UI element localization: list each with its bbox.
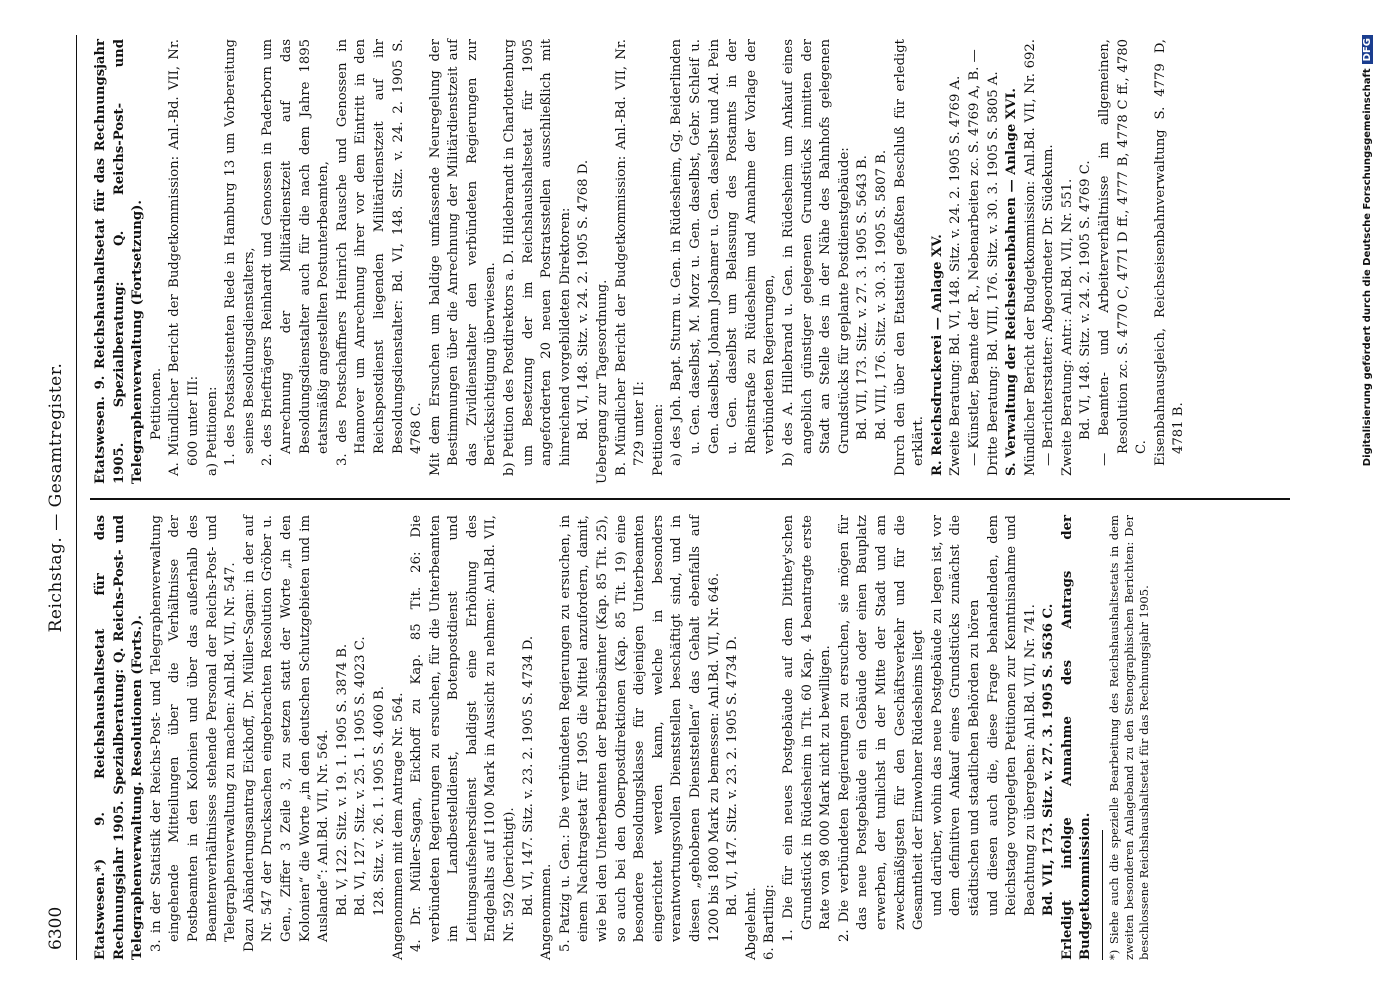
page-header bbox=[40, 35, 77, 960]
digitization-credit bbox=[1362, 35, 1378, 960]
outcome: Angenommen mit dem Antrage Nr. 564. bbox=[390, 692, 406, 960]
topic-reference: — Künstler, Beamte der R., Nebenarbeiten zc. S. 4769 A, B. — bbox=[966, 49, 982, 466]
petition-item: 1. des Postassistenten Riede in Hamburg 13 um Vorbereitung seines Besoldungsdienstalters, bbox=[223, 39, 257, 466]
report-item: A. Mündlicher Bericht der Budgetkommission: Anl.-Bd. VII, Nr. 600 unter III: bbox=[167, 39, 201, 476]
report-item: B. Mündlicher Bericht der Budgetkommission: Anl.-Bd. VII, Nr. 729 unter II: bbox=[613, 39, 648, 476]
footnote-rule bbox=[1102, 830, 1103, 960]
left-section-heading: Etatswesen.*) 9. Reichshaushaltsetat für das Rechnungsjahr 1905. Spezialberatung: Q. Reichs-Post- und Telegraphenverwaltung. Resolutionen (Forts.). bbox=[93, 515, 146, 960]
outcome: Erledigt infolge Annahme des Antrags der Budgetkommission. bbox=[1059, 515, 1094, 960]
running-title: Reichstag. — Gesamtregister. bbox=[46, 362, 66, 633]
resolution-item: 5. Patzig u. Gen.: Die verbündeten Regierungen zu ersuchen, in einem Nachtragsetat für 1905 die Mittel anzufordern, damit, wie bei den Unterbeamten der Betriebsämter (Kap. 85 Tit. 25), so auch bei den Oberpostdirektionen (Kap. 85 Tit. 19) eine besondere Besoldungsklasse für diejenigen Unterbeamten eingerichtet werden kann, welche in besonders verantwortungsvollen Dienststellen beschäftigt sind, und in diesen „gehobenen Dienststellen“ das Gehalt ebenfalls auf 1200 bis 1800 Mark zu bemessen: Anl.Bd. VII, Nr. 646. bbox=[557, 515, 722, 952]
sub-item: a) Petitionen: bbox=[204, 386, 220, 476]
report-item: Mündlicher Bericht der Budgetkommission: Anl.Bd. VII, Nr. 692. — Berichterstatter: Abgeordneter Dr. Südekum. bbox=[1022, 39, 1057, 476]
outcome: Durch den über den Etatstitel gefaßten Beschluß für erledigt erklärt. bbox=[892, 39, 927, 476]
citation: Bd. VI, 147. Sitz. v. 23. 2. 1905 S. 4734 D. bbox=[725, 635, 741, 916]
resolution-item: 3. in der Statistik der Reichs-Post- und Telegraphenverwaltung eingehende Mitteilungen über die Verhältnisse der Postbeamten in den Kolonien und über das außerhalb des Beamtenverhältnisses stehende Personal der Reichs-Post- und Telegraphenverwaltung zu machen: Anl.Bd. VII, Nr. 547. bbox=[148, 515, 239, 952]
subheading: Petitionen: bbox=[650, 403, 666, 476]
citation: Bd. VI, 147. Sitz. v. 23. 2. 1905 S. 4734 D. bbox=[520, 635, 536, 916]
resolution-item: 4. Dr. Müller-Sagan, Eickhoff zu Kap. 85 Tit. 26: Die verbündeten Regierungen zu ersuchen, für die Unterbeamten im Landbestelldienst, Botenpostdienst und Leitungsaufsehersdienst baldigst eine Erhöhung des Endgehalts auf 1100 Mark in Aussicht zu nehmen: Anl.Bd. VII, Nr. 592 (berichtigt). bbox=[409, 515, 518, 952]
outcome: Uebergang zur Tagesordnung. bbox=[595, 279, 611, 484]
citation: Zweite Beratung: Bd. VI, 148. Sitz. v. 24. 2. 1905 S. 4769 A. bbox=[948, 75, 964, 476]
topic-reference: — Beamten- und Arbeiterverhältnisse im allgemeinen, Resolution zc. S. 4770 C, 4771 D ff., 4777 B, 4778 C ff., 4780 C. bbox=[1097, 39, 1150, 466]
footnote: *) Siehe auch die spezielle Bearbeitung des Reichshaushaltsetats in dem zweiten besonderen Anlageband zu den Stenographischen Berichten: Der beschlossene Reichshaushaltsetat für das Rechnungsjahr 1905. bbox=[1107, 515, 1152, 960]
credit-text: Digitalisierung gefördert durch die Deutsche Forschungsgemeinschaft bbox=[1362, 68, 1373, 467]
citation: Dritte Beratung: Bd. VIII, 176. Sitz. v. 30. 3. 1905 S. 5805 A. bbox=[985, 71, 1001, 476]
citation: Bd. V, 122. Sitz. v. 19. 1. 1905 S. 3874 B. bbox=[334, 643, 350, 916]
column-divider bbox=[90, 499, 1290, 501]
petition-item: 2. des Briefträgers Reinhardt und Genossen in Paderborn um Anrechnung der Militärdienstzeit auf das Besoldungsdienstalter auch für die nach dem Jahre 1895 etatsmäßig angestellten Postunterbeamten, bbox=[260, 39, 332, 466]
citation: Bd. VIII, 176. Sitz. v. 30. 3. 1905 S. 5807 B. bbox=[873, 149, 889, 440]
petition-item: b) des A. Hillebrand u. Gen. in Rüdesheim um Ankauf eines angeblich günstiger gelegenen Grundstücks inmitten der Stadt an Stelle des in der Nähe des Bahnhofs gelegenen Grundstücks für geplante Postdienstgebäude: bbox=[780, 39, 852, 466]
resolution-item: 6. Bartling: bbox=[762, 884, 778, 960]
citation: Bd. VII, 173. Sitz. v. 27. 3. 1905 S. 5643 B. bbox=[855, 155, 871, 440]
petition-item: 3. des Postschaffners Heinrich Rausche und Genossen in Hannover um Anrechnung ihrer vor dem Eintritt in den Reichspostdienst liegenden Militärdienstzeit auf ihr Besoldungsdienstalter: Bd. VI, 148. Sitz. v. 24. 2. 1905 S. 4768 C. bbox=[334, 39, 425, 466]
outcome: Angenommen. bbox=[539, 863, 555, 960]
citation: Bd. VII, 173. Sitz. v. 27. 3. 1905 S. 5636 C. bbox=[1041, 603, 1057, 916]
outcome: Mit dem Ersuchen um baldige umfassende Neuregelung der Bestimmungen über die Anrechnung der Militärdienstzeit auf das Zivildienstalter den verbündeten Regierungen zur Berücksichtigung überwiesen. bbox=[427, 39, 499, 476]
outcome: Abgelehnt. bbox=[743, 887, 759, 960]
dfg-badge: DFG bbox=[1362, 35, 1373, 64]
section-heading: S. Verwaltung der Reichseisenbahnen — Anlage XVI. bbox=[1004, 87, 1020, 476]
petition-item: b) Petition des Postdirektors a. D. Hildebrandt in Charlottenburg um Besetzung der im Reichshaushaltsetat für 1905 angeforderten 20 neuen Postratsstellen ausschließlich mit hinreichend vorgebildeten Direktoren: bbox=[502, 39, 573, 476]
petition-item: a) des Joh. Bapt. Sturm u. Gen. in Rüdesheim, Gg. Beiderlinden u. Gen. daselbst, M. Morz u. Gen. daselbst, Gebr. Schleif u. Gen. daselbst, Johann Josbamer u. Gen. daselbst und Ad. Pein u. Gen. daselbst um Belassung des Postamts in der Rheinstraße zu Rüdesheim und Annahme der Vorlage der verbündeten Regierungen, bbox=[669, 39, 778, 466]
sub-item: 1. Die für ein neues Postgebäude auf dem Ditthey'schen Grundstück in Rüdesheim in Tit. 60 Kap. 4 beantragte erste Rate von 98 000 Mark nicht zu bewilligen. bbox=[780, 515, 834, 942]
topic-reference: Eisenbahnausgleich, Reichseisenbahnverwaltung S. 4779 D, 4781 B. bbox=[1152, 39, 1187, 466]
citation: Bd. VI, 148. Sitz. v. 24. 2. 1905 S. 4769 C. bbox=[1078, 160, 1094, 440]
right-column bbox=[92, 39, 1189, 484]
right-section-heading: Etatswesen. 9. Reichshaushaltsetat für das Rechnungsjahr 1905. Spezialberatung: Q. Reichs-Post- und Telegraphenverwaltung (Fortsetzung). bbox=[93, 39, 146, 484]
citation: Bd. VI, 127. Sitz. v. 25. 1. 1905 S. 4023 C. bbox=[353, 636, 369, 916]
amendment-text: Dazu Abänderungsantrag Eickhoff, Dr. Müller-Sagan: in der auf Nr. 547 der Drucksachen eingebrachten Resolution Gröber u. Gen., Ziffer 3 Zeile 3, zu setzen statt der Worte „in den Kolonien“ die Worte „in den deutschen Schutzgebieten und im Auslande“: Anl.Bd. VII, Nr. 564. bbox=[241, 515, 332, 952]
sub-item: 2. Die verbündeten Regierungen zu ersuchen, sie mögen für das neue Postgebäude ein Gebäude oder einen Bauplatz erwerben, der tunlichst in der Mitte der Stadt und am zweckmäßigsten für den Geschäftsverkehr und für die Gesamtheit der Einwohner Rüdesheims liegt bbox=[836, 515, 927, 942]
continuation: und darüber, wohin das neue Postgebäude zu legen ist, vor dem definitiven Ankauf eines Grundstücks zunächst die städtischen und staatlichen Behörden zu hören bbox=[929, 515, 982, 916]
citation: Bd. VI, 148. Sitz. v. 24. 2. 1905 S. 4768 D. bbox=[576, 159, 592, 440]
citation: 128. Sitz. v. 26. 1. 1905 S. 4060 B. bbox=[371, 686, 387, 916]
citation: Zweite Beratung: Antr.: Anl.Bd. VII, Nr. 551. bbox=[1059, 178, 1075, 476]
section-heading: R. Reichsdruckerei — Anlage XV. bbox=[929, 234, 945, 476]
page-number: 6300 bbox=[46, 906, 66, 950]
continuation: und diesen auch die, diese Frage behandelnden, dem Reichstage vorgelegten Petitionen zur Kenntnisnahme und Beachtung zu übergeben: Anl.Bd. VII, Nr. 741. bbox=[985, 515, 1038, 916]
subheading: Petitionen. bbox=[148, 367, 164, 440]
left-column bbox=[92, 515, 1152, 960]
